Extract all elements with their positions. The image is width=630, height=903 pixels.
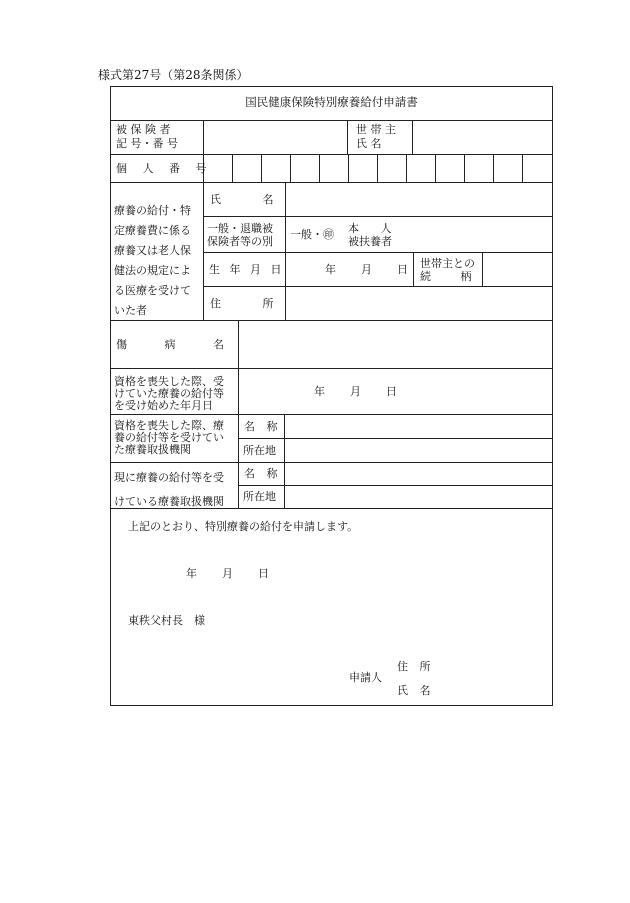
prev-institution-name-label: 名 称 <box>244 420 278 433</box>
applicant-address-label: 住 所 <box>397 660 431 673</box>
insured-number-field[interactable] <box>204 121 346 153</box>
apply-month-label: 月 <box>222 567 233 580</box>
disease-name-label: 傷 病 名 <box>116 338 224 351</box>
disease-name-field[interactable] <box>239 321 552 367</box>
birth-day-label: 日 <box>397 263 408 276</box>
loss-year-label: 年 <box>314 385 325 398</box>
birth-year-label: 年 <box>325 263 336 276</box>
birth-month-label: 月 <box>361 263 372 276</box>
birthdate-label: 生 年 月 日 <box>209 263 285 276</box>
current-institution-name-label: 名 称 <box>244 467 278 480</box>
form-title: 国民健康保険特別療養給付申請書 <box>245 95 418 109</box>
insured-category-value[interactable]: 一般・㊞ <box>290 228 334 241</box>
row-divider <box>203 216 553 217</box>
address-field[interactable] <box>286 287 552 319</box>
current-institution-address-label: 所在地 <box>243 490 276 503</box>
loss-date-field[interactable] <box>239 369 552 413</box>
apply-year-label: 年 <box>186 567 197 580</box>
loss-date-label: 資格を喪失した際、受 けていた療養の給付等 を受け始めた年月日 <box>114 375 224 412</box>
personal-number-field[interactable] <box>204 155 552 181</box>
name-field[interactable] <box>286 183 552 215</box>
prev-institution-name-field[interactable] <box>285 415 552 437</box>
birthdate-field[interactable] <box>286 253 412 285</box>
prev-institution-label: 資格を喪失した際、療 養の給付等を受けてい た療養取扱機関 <box>114 419 224 456</box>
addressee: 東秩父村長 様 <box>128 614 205 627</box>
insured-number-label-1: 被 保 険 者 <box>116 123 171 136</box>
applicant-name-label: 氏 名 <box>397 684 431 697</box>
applicant-name-field[interactable] <box>435 681 545 699</box>
col-divider <box>203 182 204 320</box>
insured-type-dependent[interactable]: 被扶養者 <box>348 235 392 248</box>
householder-name-label-1: 世 帯 主 <box>356 123 396 136</box>
col-divider <box>238 414 239 508</box>
insured-category-label-1: 一般・退職被 <box>207 222 273 235</box>
loss-day-label: 日 <box>386 385 397 398</box>
current-institution-name-field[interactable] <box>285 463 552 484</box>
declaration-text: 上記のとおり、特別療養の給付を申請します。 <box>128 520 359 533</box>
loss-month-label: 月 <box>350 385 361 398</box>
insured-type-self[interactable]: 本 人 <box>348 222 392 235</box>
apply-day-label: 日 <box>258 567 269 580</box>
recipient-section-label: 療養の給付・特 定療養費に係る 療養又は老人保 健法の規定によ る医療を受けて いた者 <box>114 204 191 317</box>
col-divider <box>347 120 348 154</box>
prev-institution-address-field[interactable] <box>285 439 552 461</box>
col-divider <box>413 252 414 286</box>
relation-field[interactable] <box>483 253 552 285</box>
form-number: 様式第27号（第28条関係） <box>98 68 249 82</box>
prev-institution-address-label: 所在地 <box>243 444 276 457</box>
relation-label-1: 世帯主との <box>420 257 475 270</box>
personal-number-label: 個 人 番 号 <box>116 162 213 175</box>
relation-label-2: 続 柄 <box>420 270 472 283</box>
address-label: 住 所 <box>210 297 274 310</box>
applicant-label: 申請人 <box>349 671 382 684</box>
insured-number-label-2: 記 号・番 号 <box>116 137 178 150</box>
applicant-address-field[interactable] <box>435 657 545 675</box>
current-institution-address-field[interactable] <box>285 486 552 507</box>
householder-name-field[interactable] <box>413 121 552 153</box>
insured-category-label-2: 保険者等の別 <box>207 235 273 248</box>
name-label: 氏 名 <box>210 193 274 206</box>
current-institution-label: 現に療養の給付等を受 けている療養取扱機関 <box>114 471 224 508</box>
householder-name-label-2: 氏 名 <box>356 137 382 150</box>
